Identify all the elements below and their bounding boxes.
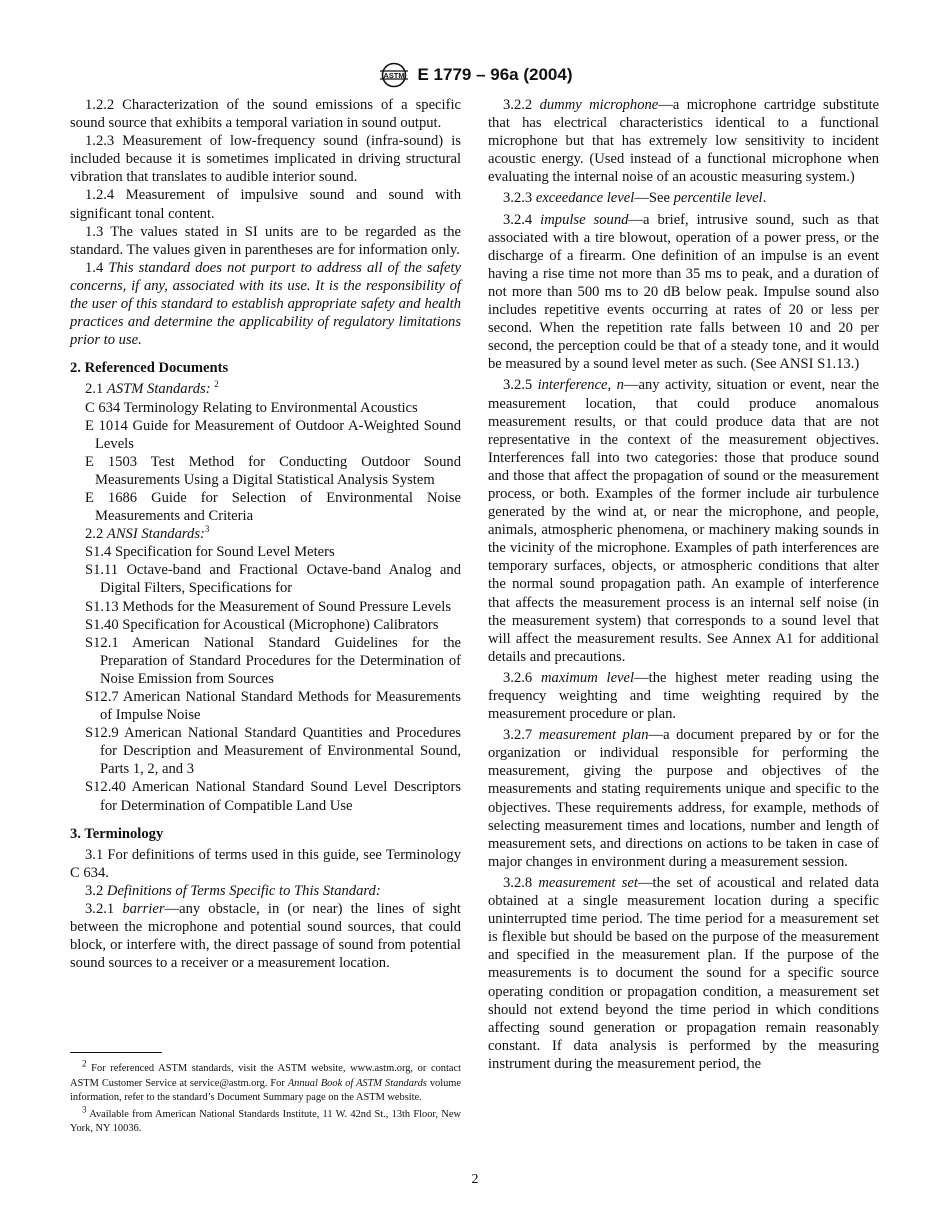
para-3-2-2 (488, 96, 879, 186)
para-3-2-4 (488, 211, 879, 374)
definition-text: —a microphone cartridge substitute that has electrical characteristics identical to a functional microphone but that has extremely low sensitivity to incident acoustic energy. (Used instead of a functional microphone when evaluating the internal noise of an acoustic measuring system.) (488, 97, 879, 186)
para-number: 3.2.2 (503, 97, 533, 113)
reference-item: E 1014 Guide for Measurement of Outdoor A-Weighted Sound Levels (85, 417, 461, 452)
para-3-2 (70, 882, 461, 900)
footnote-mark: 2 (82, 1058, 87, 1069)
reference-item: S12.40 American National Standard Sound Level Descriptors for Determination of Compatible Land Use (85, 779, 461, 814)
definition-text: —any activity, situation or event, near the measurement location, that could produce anomalous measurement results, or that could produce data that are not representative in the context of the measurement objectives. Interferences fall into two categories: those that produce sound and those that affect the propagation of sound or the measurement process, or both. Examples of the former include air turbulence generated by the wind at, or near the microphone, and people, animals, atmospheric phenomena, or machinery making sounds in the vicinity of the microphone. Examples of path interferences are temporary surfaces, objects, or atmospheric conditions that alter the normal sound propagation path. An example of interference that affects the measurement process is an internal self noise (in the measurement system) that corresponds to a sound level that will affect the measurement results. See Annex A1 for additional details and precautions. (488, 377, 879, 665)
para-1-3: 1.3 The values stated in SI units are to be regarded as the standard. The values given in parentheses are for information only. (70, 223, 461, 258)
footnote-ref-2: 2 (214, 379, 219, 390)
para-2-1-number: 2.1 (85, 381, 104, 398)
para-1-4-number: 1.4 (85, 259, 104, 276)
para-3-1: 3.1 For definitions of terms used in this guide, see Terminology C 634. (70, 846, 461, 881)
ansi-standards-label: ANSI Standards: (106, 526, 205, 543)
footnote-text: volume information, refer to the standard’s Document Summary page on the ASTM website. (70, 1077, 461, 1104)
safety-caveat: This standard does not purport to address all of the safety concerns, if any, associated with its use. It is the responsibility of the user of this standard to establish appropriate safety and health practices and determine the applicability of regulatory limitations prior to use. (70, 259, 461, 349)
footnote-3 (70, 1104, 461, 1137)
cross-reference: percentile level (673, 190, 763, 207)
definition-text: —a brief, intrusive sound, such as that associated with a tire blowout, operation of a power press, or the discharge of a firearm. One definition of an impulse is an event having a rise time not more than 35 ms to peak, and a duration of not more than 500 ms to 20 dB below peak. Impulse sound also includes repetitive events occurring at rates of 20 or less per second. When the repetition rate falls between 10 and 20 per second, the perception could be that of a steady tone, and it would be measured by a sound level meter as such. (See ANSI S1.13.) (488, 211, 879, 373)
reference-item: E 1686 Guide for Selection of Environmental Noise Measurements and Criteria (85, 489, 461, 525)
para-3-2-6 (488, 669, 879, 723)
definitions-subheading: Definitions of Terms Specific to This Standard: (106, 882, 381, 899)
astm-logo (377, 62, 411, 88)
para-number: 3.2.8 (503, 874, 533, 891)
para-2-2-number: 2.2 (85, 526, 104, 543)
part-of-speech: n (616, 377, 624, 394)
para-3-2-1 (70, 900, 461, 972)
definition-text: —any obstacle, in (or near) the lines of sight between the microphone and potential sound sources, that could block, or interfere with, the direct passage of sound from potential sound sources to a receiver or a measurement location. (70, 901, 461, 972)
footnote-divider (70, 1052, 162, 1053)
left-column (70, 96, 461, 972)
footnote-2 (70, 1058, 461, 1106)
page-number: 2 (471, 1172, 479, 1187)
para-1-4 (70, 259, 461, 349)
section-3-heading: 3. Terminology (70, 825, 164, 842)
astm-logo-text: ASTM (383, 71, 406, 80)
reference-item: S1.40 Specification for Acoustical (Microphone) Calibrators (85, 616, 439, 633)
astm-reference-list (70, 399, 461, 526)
defined-term: maximum level (540, 669, 635, 686)
definition-text: —a document prepared by or for the organization or individual responsible for performing the measurement, giving the purpose and objectives of the measurements and stating requirements unique and specific to the objectives. These requirements address, for example, methods of selecting measurement times and locations, number and length of measurement sets, and directions on actions to be taken in case of major changes in environment during a measurement session. (488, 727, 879, 870)
reference-item: S12.7 American National Standard Methods for Measurements of Impulse Noise (85, 689, 461, 724)
para-2-2 (70, 525, 461, 543)
para-3-2-5 (488, 376, 879, 666)
section-2-heading: 2. Referenced Documents (70, 360, 229, 377)
defined-term: dummy microphone (539, 97, 659, 113)
para-number: 3.2.5 (503, 377, 533, 394)
para-number: 3.2.4 (503, 211, 533, 228)
definition-text: —the set of acoustical and related data obtained at a single measurement location during a specific uninterrupted time period. The time period for a measurement set is flexible but should be based on the purpose of the measurement and specified in the measurement plan. If the purpose of the measurements is to document the sound for a specific source operating condition or propagation condition, a measurement set should not extend beyond the time period in which conditions affecting sound generation or propagation remain reasonably constant. If data analysis is performed by the measuring instrument during the measurement period, the (488, 874, 879, 1072)
para-2-1 (70, 380, 461, 398)
defined-term: impulse sound (540, 211, 629, 228)
para-1-2-3: 1.2.3 Measurement of low-frequency sound (infra-sound) is included because it is sometimes implicated in driving structural vibration that translates to audible interior sound. (70, 133, 461, 186)
footnote-text: For referenced ASTM standards, visit the ASTM website, www.astm.org, or contact ASTM Customer Service at service@astm.org. For (70, 1063, 461, 1089)
definition-text: —the highest meter reading using the frequency weighting and time weighting required by the measurement procedure or plan. (488, 669, 879, 723)
para-1-2-2: 1.2.2 Characterization of the sound emissions of a specific sound source that exhibits a temporal variation in sound output. (70, 97, 461, 132)
para-number: 3.2.6 (503, 669, 533, 686)
para-3-2-number: 3.2 (85, 882, 104, 899)
para-number: 3.2.3 (503, 190, 533, 207)
defined-term: measurement plan (538, 727, 649, 744)
footnote-mark: 3 (82, 1104, 87, 1115)
footnote-title: Annual Book of ASTM Standards (287, 1077, 427, 1089)
reference-item: S1.4 Specification for Sound Level Meters (85, 544, 335, 561)
footnotes (70, 1058, 461, 1139)
definition-text: —See (634, 190, 670, 207)
para-3-2-7 (488, 726, 879, 871)
ansi-reference-list (70, 543, 461, 814)
defined-term: interference (537, 377, 608, 394)
footnote-ref-3: 3 (204, 524, 210, 535)
para-number: 3.2.1 (85, 901, 115, 918)
reference-item: S1.13 Methods for the Measurement of Sound Pressure Levels (85, 598, 451, 615)
defined-term: measurement set (538, 874, 638, 891)
right-column (488, 96, 879, 1073)
reference-item: S12.1 American National Standard Guidelines for the Preparation of Standard Procedures for the Determination of Noise Emission from Sources (85, 634, 461, 687)
reference-item: S12.9 American National Standard Quantities and Procedures for Description and Measurement of Environmental Sound, Parts 1, 2, and 3 (85, 725, 461, 778)
reference-item: C 634 Terminology Relating to Environmental Acoustics (85, 399, 418, 416)
para-1-2-4: 1.2.4 Measurement of impulsive sound and sound with significant tonal content. (70, 187, 461, 222)
footnote-text: Available from American National Standards Institute, 11 W. 42nd St., 13th Floor, New York, NY 10036. (70, 1108, 461, 1135)
punctuation: . (762, 190, 767, 207)
para-3-2-8 (488, 874, 879, 1073)
reference-item: E 1503 Test Method for Conducting Outdoor Sound Measurements Using a Digital Statistical Analysis System (85, 453, 461, 488)
astm-standards-label: ASTM Standards: (106, 381, 211, 398)
reference-item: S1.11 Octave-band and Fractional Octave-band Analog and Digital Filters, Specifications for (85, 562, 461, 597)
para-number: 3.2.7 (503, 727, 533, 744)
defined-term: barrier (122, 901, 165, 918)
defined-term: exceedance level (535, 190, 635, 207)
para-3-2-3 (488, 189, 879, 207)
page-header (0, 62, 950, 88)
standard-designation: E 1779 – 96a (2004) (417, 65, 573, 84)
punctuation: , (607, 377, 612, 394)
